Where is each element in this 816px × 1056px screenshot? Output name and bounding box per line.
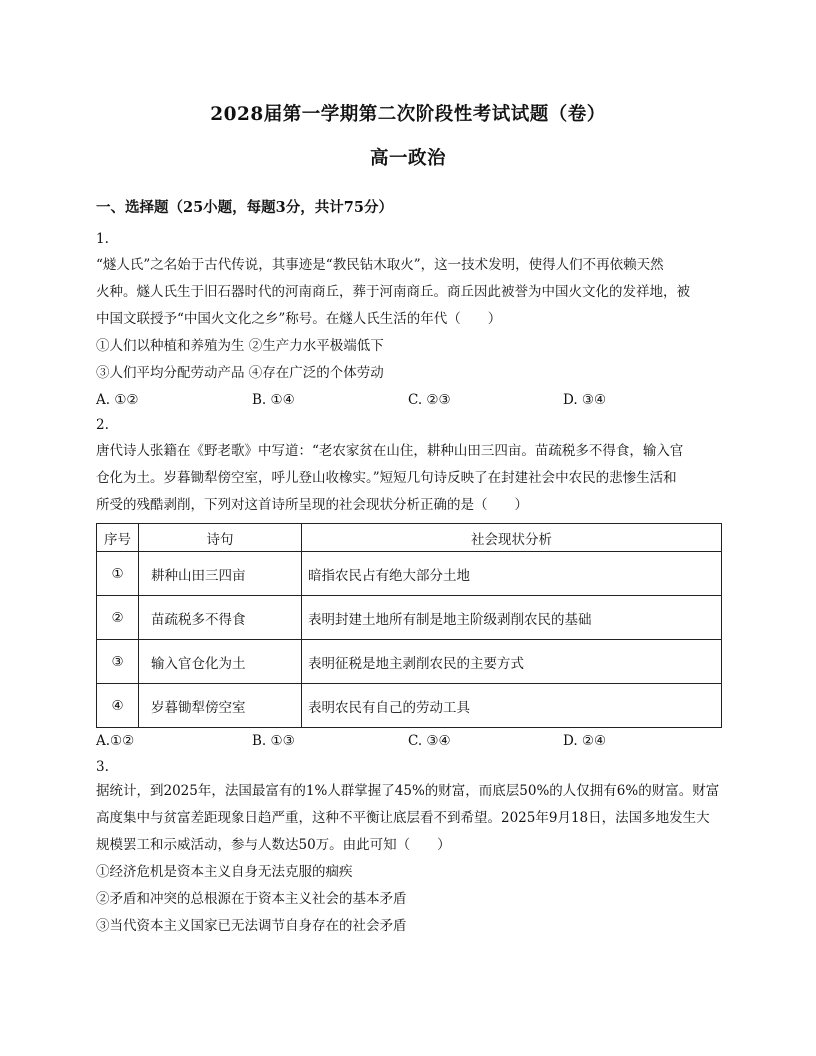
statement-line: ③当代资本主义国家已无法调节自身存在的社会矛盾 xyxy=(96,918,407,934)
statement-line: ①经济危机是资本主义自身无法克服的痼疾 xyxy=(96,864,353,880)
statement-line: ②矛盾和冲突的总根源在于资本主义社会的基本矛盾 xyxy=(96,891,407,907)
table-row xyxy=(97,684,722,728)
question-text-line: 高度集中与贫富差距现象日趋严重，这种不平衡让底层看不到希望。2025年9月18日，法国多地发生大 xyxy=(96,810,710,826)
question-number: 1. xyxy=(96,231,109,247)
table-cell: 表明封建土地所有制是地主阶级剥削农民的基础 xyxy=(302,596,722,640)
option-c[interactable]: C. ②③ xyxy=(408,392,451,408)
question-text-line: 据统计，到2025年，法国最富有的1%人群掌握了45%的财富，而底层50%的人仅拥有6%的财富。财富 xyxy=(96,783,720,799)
analysis-table xyxy=(96,523,722,728)
table-cell: 输入官仓化为土 xyxy=(139,640,302,684)
table-header: 序号 xyxy=(97,524,139,552)
table-header-row xyxy=(97,524,722,552)
option-b[interactable]: B. ①③ xyxy=(252,733,295,749)
table-cell: 岁暮锄犁傍空室 xyxy=(139,684,302,728)
table-cell: ② xyxy=(97,596,139,640)
table-row xyxy=(97,596,722,640)
option-b[interactable]: B. ①④ xyxy=(252,392,295,408)
option-c[interactable]: C. ③④ xyxy=(408,733,451,749)
option-d[interactable]: D. ②④ xyxy=(563,733,607,749)
statement-line: ①人们以种植和养殖为生 ②生产力水平极端低下 xyxy=(96,338,384,354)
question-text-line: 火种。燧人氏生于旧石器时代的河南商丘，葬于河南商丘。商丘因此被誉为中国火文化的发祥地，被 xyxy=(96,284,690,300)
statement-line: ③人们平均分配劳动产品 ④存在广泛的个体劳动 xyxy=(96,365,384,381)
question-text-line: 规模罢工和示威活动，参与人数达50万。由此可知（ ） xyxy=(96,837,451,853)
table-cell: 表明征税是地主剥削农民的主要方式 xyxy=(302,640,722,684)
table-cell: ③ xyxy=(97,640,139,684)
table-row xyxy=(97,640,722,684)
table-cell: 苗疏税多不得食 xyxy=(139,596,302,640)
table-header: 社会现状分析 xyxy=(302,524,722,552)
question-text-line: 所受的残酷剥削，下列对这首诗所呈现的社会现状分析正确的是（ ） xyxy=(96,497,528,513)
table-header: 诗句 xyxy=(139,524,302,552)
option-a[interactable]: A. ①② xyxy=(96,392,139,408)
question-text-line: 唐代诗人张籍在《野老歌》中写道：“老农家贫在山住，耕种山田三四亩。苗疏税多不得食，输入官 xyxy=(96,443,684,459)
question-text-line: 仓化为土。岁暮锄犁傍空室，呼儿登山收橡实。”短短几句诗反映了在封建社会中农民的悲惨生活和 xyxy=(96,470,677,486)
question-number: 2. xyxy=(96,417,109,433)
table-cell: ① xyxy=(97,552,139,596)
table-cell: ④ xyxy=(97,684,139,728)
table-cell: 耕种山田三四亩 xyxy=(139,552,302,596)
table-cell: 暗指农民占有绝大部分土地 xyxy=(302,552,722,596)
exam-subject: 高一政治 xyxy=(369,148,446,169)
option-a[interactable]: A.①② xyxy=(96,733,135,749)
section-heading: 一、选择题（25小题，每题3分，共计75分） xyxy=(96,199,393,216)
question-number: 3. xyxy=(96,759,109,775)
table-cell: 表明农民有自己的劳动工具 xyxy=(302,684,722,728)
question-text-line: “燧人氏”之名始于古代传说，其事迹是“教民钻木取火”，这一技术发明，使得人们不再依赖天然 xyxy=(96,257,664,273)
table-row xyxy=(97,552,722,596)
exam-title: 2028届第一学期第二次阶段性考试试题（卷） xyxy=(210,104,606,125)
question-text-line: 中国文联授予“中国火文化之乡”称号。在燧人氏生活的年代（ ） xyxy=(96,311,502,327)
option-d[interactable]: D. ③④ xyxy=(563,392,607,408)
